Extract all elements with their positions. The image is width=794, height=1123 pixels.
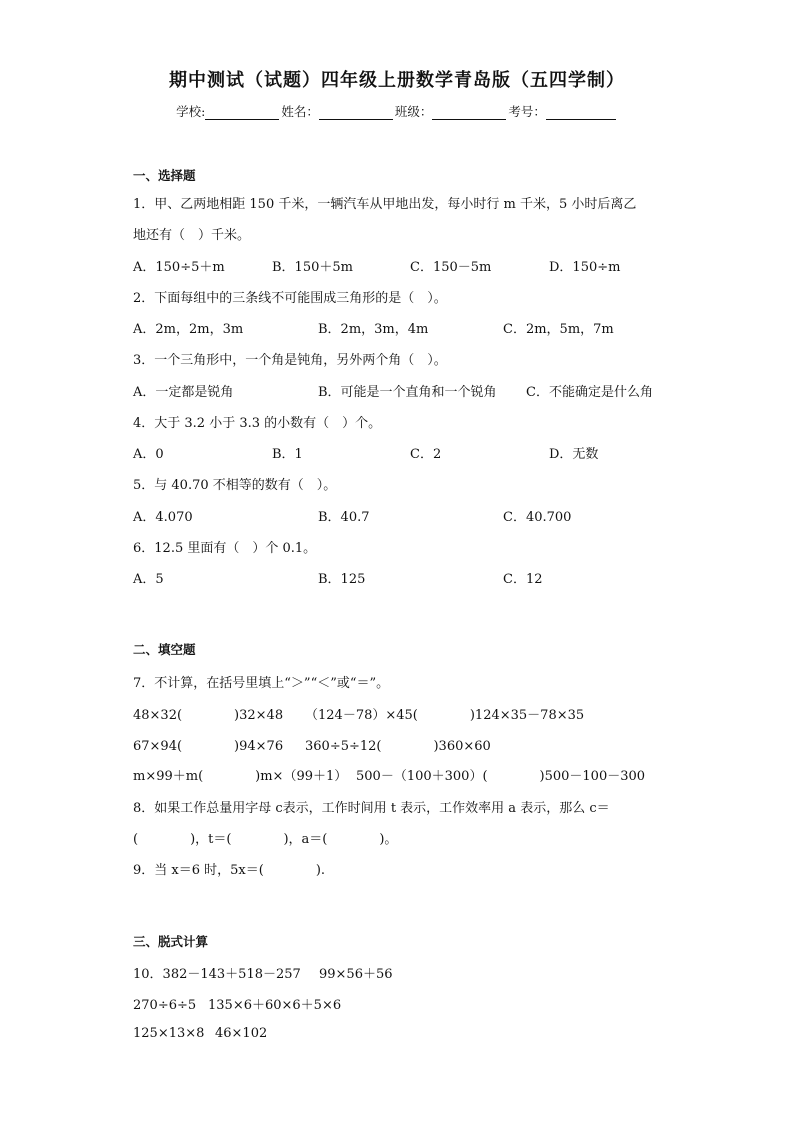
question-6-option-a[interactable]: A．5 bbox=[133, 572, 164, 587]
question-10-row-3 bbox=[133, 1026, 267, 1041]
question-2-option-c[interactable]: C．2m，5m，7m bbox=[503, 322, 614, 337]
class-blank[interactable] bbox=[432, 105, 506, 120]
question-2-option-b[interactable]: B．2m，3m，4m bbox=[318, 322, 429, 337]
question-6-text: 6．12.5 里面有（ ）个 0.1。 bbox=[133, 541, 317, 556]
question-3-option-c[interactable]: C．不能确定是什么角 bbox=[526, 385, 653, 400]
question-8-line-1: 8．如果工作总量用字母 c表示，工作时间用 t 表示，工作效率用 a 表示，那么 c＝ bbox=[133, 801, 610, 816]
section-choice-heading: 一、选择题 bbox=[133, 168, 196, 183]
name-label: 姓名： bbox=[281, 104, 319, 119]
question-1-line-1: 1．甲、乙两地相距 150 千米，一辆汽车从甲地出发，每小时行 m 千米，5 小时后离乙 bbox=[133, 197, 637, 212]
question-4-option-c[interactable]: C．2 bbox=[410, 447, 442, 462]
name-blank[interactable] bbox=[319, 105, 393, 120]
compare-item[interactable]: 67×94( )94×76 bbox=[133, 739, 284, 754]
school-blank[interactable] bbox=[205, 105, 279, 120]
question-4-option-d[interactable]: D．无数 bbox=[549, 447, 599, 462]
compare-item[interactable]: （124－78）×45( )124×35－78×35 bbox=[305, 708, 585, 723]
question-2-text: 2．下面每组中的三条线不可能围成三角形的是（ ）。 bbox=[133, 291, 447, 306]
compare-item[interactable]: 500－（100＋300）( )500－100－300 bbox=[356, 769, 646, 784]
calc-item: 125×13×8 bbox=[133, 1026, 205, 1041]
calc-item: 46×102 bbox=[215, 1026, 268, 1041]
question-7-text: 7．不计算，在括号里填上“＞”“＜”或“＝”。 bbox=[133, 676, 390, 691]
calc-item: 99×56＋56 bbox=[319, 967, 393, 982]
exam-number-label: 考号： bbox=[508, 104, 546, 119]
question-5-text: 5．与 40.70 不相等的数有（ ）。 bbox=[133, 478, 337, 493]
question-1-option-b[interactable]: B．150＋5m bbox=[272, 260, 353, 275]
question-4-option-a[interactable]: A．0 bbox=[133, 447, 164, 462]
school-field bbox=[176, 102, 281, 120]
compare-item[interactable]: m×99＋m( )m×（99＋1） bbox=[133, 769, 348, 784]
compare-item[interactable]: 360÷5÷12( )360×60 bbox=[305, 739, 491, 754]
page-title: 期中测试（试题）四年级上册数学青岛版（五四学制） bbox=[169, 70, 625, 91]
compare-item[interactable]: 48×32( )32×48 bbox=[133, 708, 284, 723]
question-3-option-b[interactable]: B．可能是一个直角和一个锐角 bbox=[318, 385, 497, 400]
question-1-option-d[interactable]: D．150÷m bbox=[549, 260, 621, 275]
question-10-row-1 bbox=[133, 963, 393, 982]
question-2-option-a[interactable]: A．2m，2m，3m bbox=[133, 322, 244, 337]
question-10-row-2 bbox=[133, 994, 341, 1013]
class-field bbox=[395, 102, 509, 120]
question-1-option-c[interactable]: C．150－5m bbox=[410, 260, 492, 275]
question-6-option-c[interactable]: C．12 bbox=[503, 572, 543, 587]
exam-number-field bbox=[508, 102, 618, 120]
calc-item: 135×6＋60×6＋5×6 bbox=[208, 998, 342, 1013]
class-label: 班级： bbox=[394, 104, 433, 119]
question-1-line-2: 地还有（ ）千米。 bbox=[133, 228, 251, 243]
question-7-row-1 bbox=[133, 704, 584, 723]
section-fill-heading: 二、填空题 bbox=[133, 642, 196, 657]
section-calculation-heading: 三、脱式计算 bbox=[133, 934, 209, 949]
question-1-option-a[interactable]: A．150÷5＋m bbox=[133, 260, 225, 275]
question-4-option-b[interactable]: B．1 bbox=[272, 447, 303, 462]
name-field bbox=[281, 102, 395, 120]
question-6-option-b[interactable]: B．125 bbox=[318, 572, 366, 587]
exam-number-blank[interactable] bbox=[546, 105, 616, 120]
question-3-option-a[interactable]: A．一定都是锐角 bbox=[133, 385, 234, 400]
question-7-row-3 bbox=[133, 765, 645, 784]
calc-item: 10．382－143＋518－257 bbox=[133, 967, 301, 982]
calc-item: 270÷6÷5 bbox=[133, 998, 197, 1013]
question-9-text[interactable]: 9．当 x＝6 时，5x＝( ). bbox=[133, 863, 326, 878]
question-5-option-c[interactable]: C．40.700 bbox=[503, 510, 572, 525]
school-label: 学校: bbox=[176, 104, 206, 119]
question-5-option-b[interactable]: B．40.7 bbox=[318, 510, 370, 525]
question-5-option-a[interactable]: A．4.070 bbox=[133, 510, 193, 525]
student-info-row bbox=[0, 102, 794, 120]
question-7-row-2 bbox=[133, 735, 491, 754]
question-3-text: 3．一个三角形中，一个角是钝角，另外两个角（ ）。 bbox=[133, 353, 447, 368]
question-8-line-2[interactable]: ( )，t＝( )，a＝( )。 bbox=[133, 832, 398, 847]
question-4-text: 4．大于 3.2 小于 3.3 的小数有（ ）个。 bbox=[133, 416, 382, 431]
